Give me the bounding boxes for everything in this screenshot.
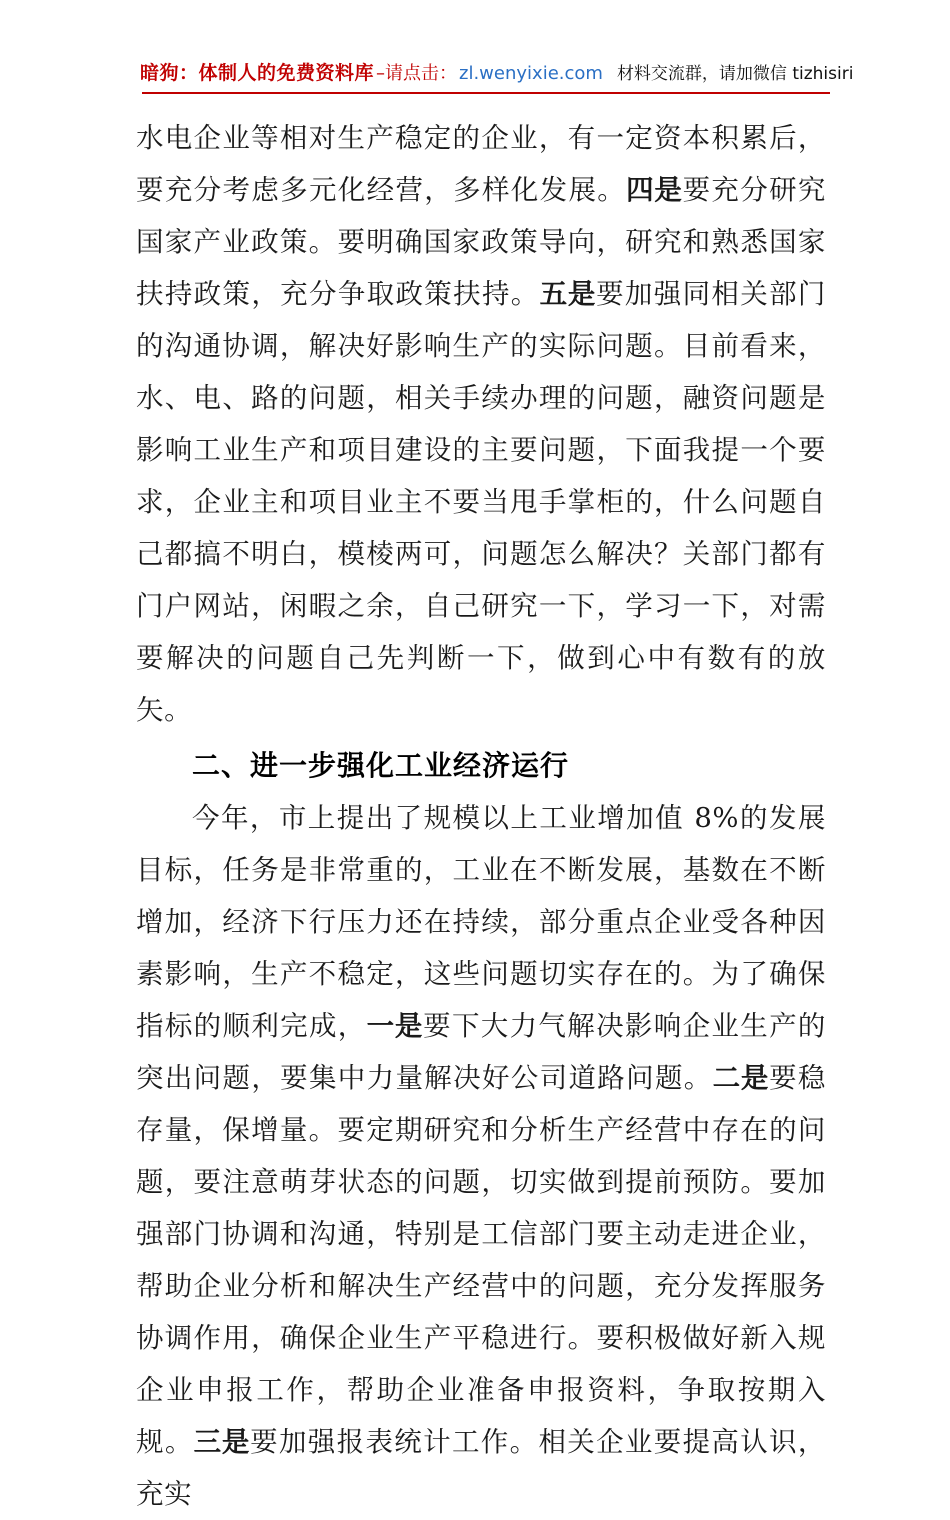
promo-underline-rule xyxy=(142,92,830,94)
run-bold-yishi: 一是 xyxy=(366,1010,424,1042)
run-text: 要加强同相关部门的沟通协调，解决好影响生产的实际问题。目前看来，水、电、路的问题，相关手续办理的问题，融资问题是影响工业生产和项目建设的主要问题，下面我提一个要求，企业主和项目业主不要当甩手掌柜的，什么问题自己都搞不明白，模棱两可，问题怎么解决？关部门都有门户网站，闲暇之余，自己研究一下，学习一下，对需要解决的问题自己先判断一下，做到心中有数有的放矢。 xyxy=(136,278,827,726)
promo-separator-text: –请点击： xyxy=(376,63,458,84)
promo-banner xyxy=(140,58,854,85)
paragraph-1 xyxy=(136,112,826,736)
promo-brand-text: 暗狗：体制人的免费资料库 xyxy=(140,62,375,84)
run-text: 今年，市上提出了规模以上工业增加值 8%的发展目标，任务是非常重的，工业在不断发展，基数在不断增加，经济下行压力还在持续，部分重点企业受各种因素影响，生产不稳定，这些问题切实存在的。为了确保指标的顺利完成， xyxy=(136,802,826,1042)
run-bold-ershi: 二是 xyxy=(712,1062,770,1094)
run-bold-sishi: 四是 xyxy=(626,174,683,206)
run-text: 要加强报表统计工作。相关企业要提高认识，充实 xyxy=(136,1426,827,1510)
run-bold-wushi: 五是 xyxy=(539,278,597,310)
section-heading-2: 二、进一步强化工业经济运行 xyxy=(192,749,570,782)
document-body xyxy=(136,112,826,1520)
run-text: 要下大力气解决影响企业生产的突出问题，要集中力量解决好公司道路问题。 xyxy=(136,1010,826,1094)
promo-link[interactable]: zl.wenyixie.com xyxy=(459,63,603,84)
run-text: 要稳存量，保增量。要定期研究和分析生产经营中存在的问题，要注意萌芽状态的问题，切实做到提前预防。要加强部门协调和沟通，特别是工信部门要主动走进企业，帮助企业分析和解决生产经营中的问题，充分发挥服务协调作用，确保企业生产平稳进行。要积极做好新入规企业申报工作，帮助企业准备申报资料，争取按期入规。 xyxy=(136,1062,827,1458)
run-bold-sanshi: 三是 xyxy=(193,1426,251,1458)
paragraph-2 xyxy=(136,792,826,1520)
run-text: 水电企业等相对生产稳定的企业，有一定资本积累后，要充分考虑多元化经营，多样化发展。 xyxy=(136,122,826,206)
run-text: 要充分研究国家产业政策。要明确国家政策导向，研究和熟悉国家扶持政策，充分争取政策扶持。 xyxy=(136,174,827,310)
promo-tail-text: 材料交流群，请加微信 tizhisiri xyxy=(616,64,854,84)
